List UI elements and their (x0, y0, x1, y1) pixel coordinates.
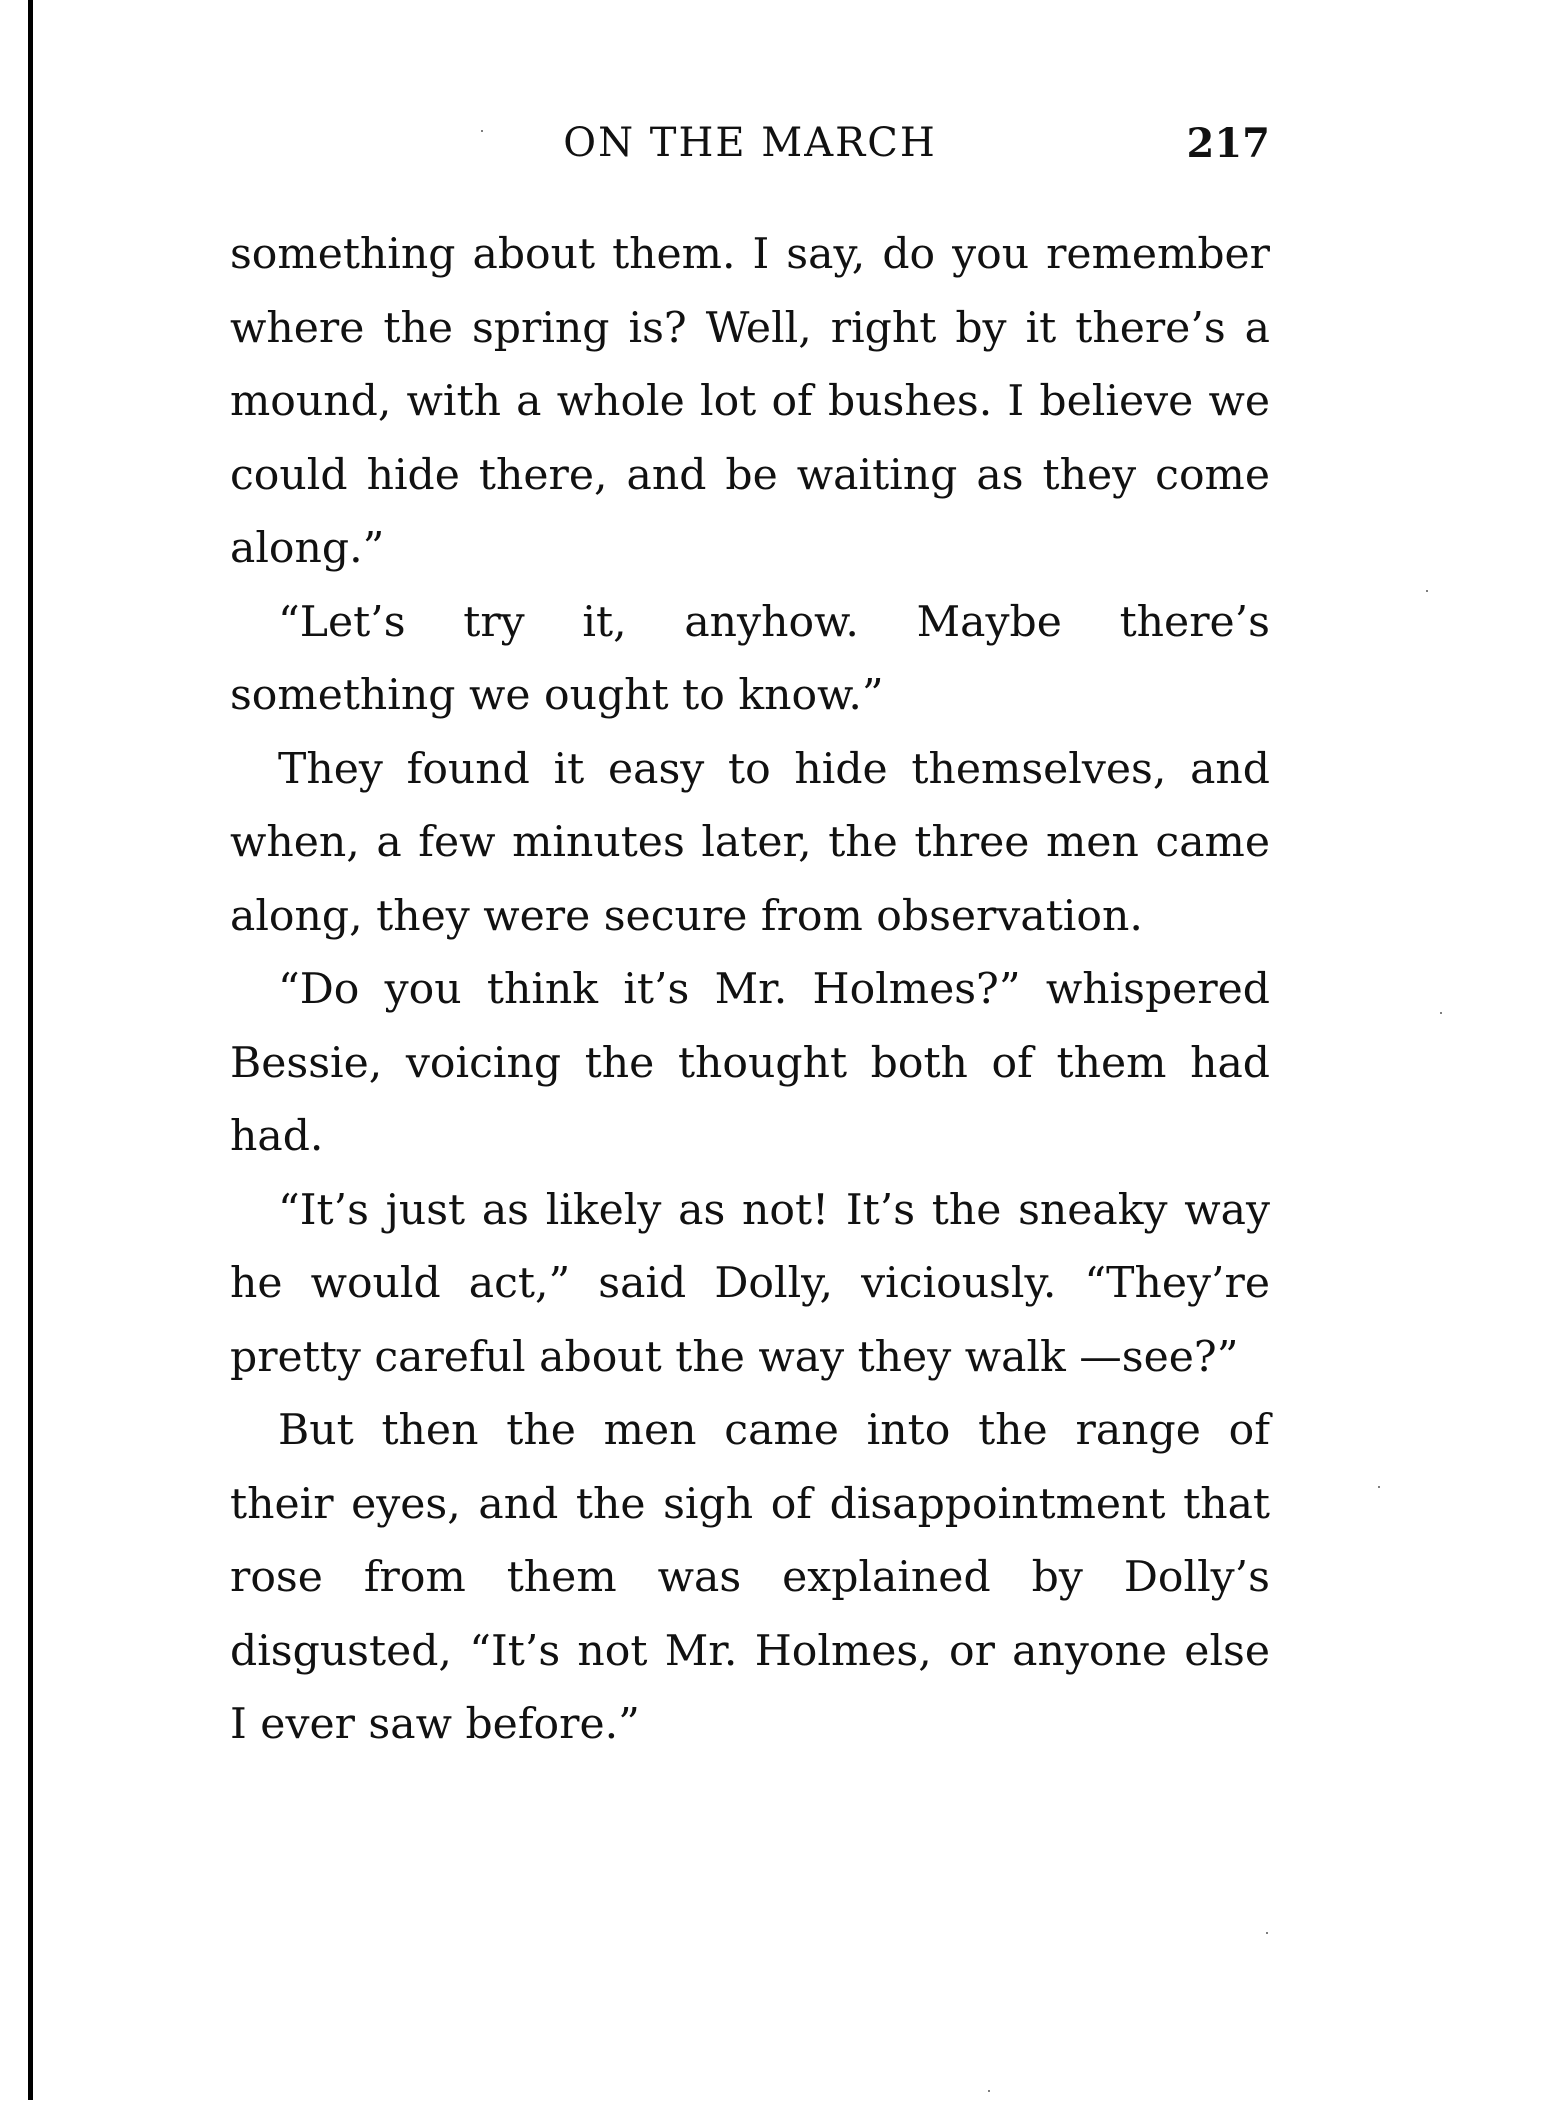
scan-speck (1440, 1012, 1442, 1014)
paragraph: “It’s just as likely as not! It’s the sneaky way he would act,” said Dolly, viciously. “They’re pretty careful about the way they walk —see?” (230, 1185, 1270, 1382)
page-header (230, 120, 1270, 180)
paragraph: But then the men came into the range of their eyes, and the sigh of disappointment that rose from them was explained by Dolly’s disgusted, “It’s not Mr. Holmes, or anyone else I ever saw before.” (230, 1406, 1270, 1749)
running-title: ON THE MARCH (563, 120, 937, 166)
scan-speck (1426, 590, 1428, 592)
paragraph-continued: something about them. I say, do you remember where the spring is? Well, right by it there’s a mound, with a whole lot of bushes. I believe we could hide there, and be waiting as they come along.” (230, 230, 1270, 573)
paragraph: They found it easy to hide themselves, and when, a few minutes later, the three men came along, they were secure from observation. (230, 744, 1270, 941)
scan-speck (481, 130, 483, 132)
scan-speck (988, 2090, 990, 2092)
scan-speck (1378, 1486, 1380, 1488)
paragraph: “Do you think it’s Mr. Holmes?” whispered Bessie, voicing the thought both of them had had. (230, 965, 1270, 1161)
scan-speck (1266, 1932, 1268, 1934)
page-number: 217 (1186, 120, 1270, 167)
paragraph: “Let’s try it, anyhow. Maybe there’s something we ought to know.” (230, 597, 1270, 720)
body-text (230, 218, 1270, 1762)
page-binding-edge (28, 0, 33, 2100)
